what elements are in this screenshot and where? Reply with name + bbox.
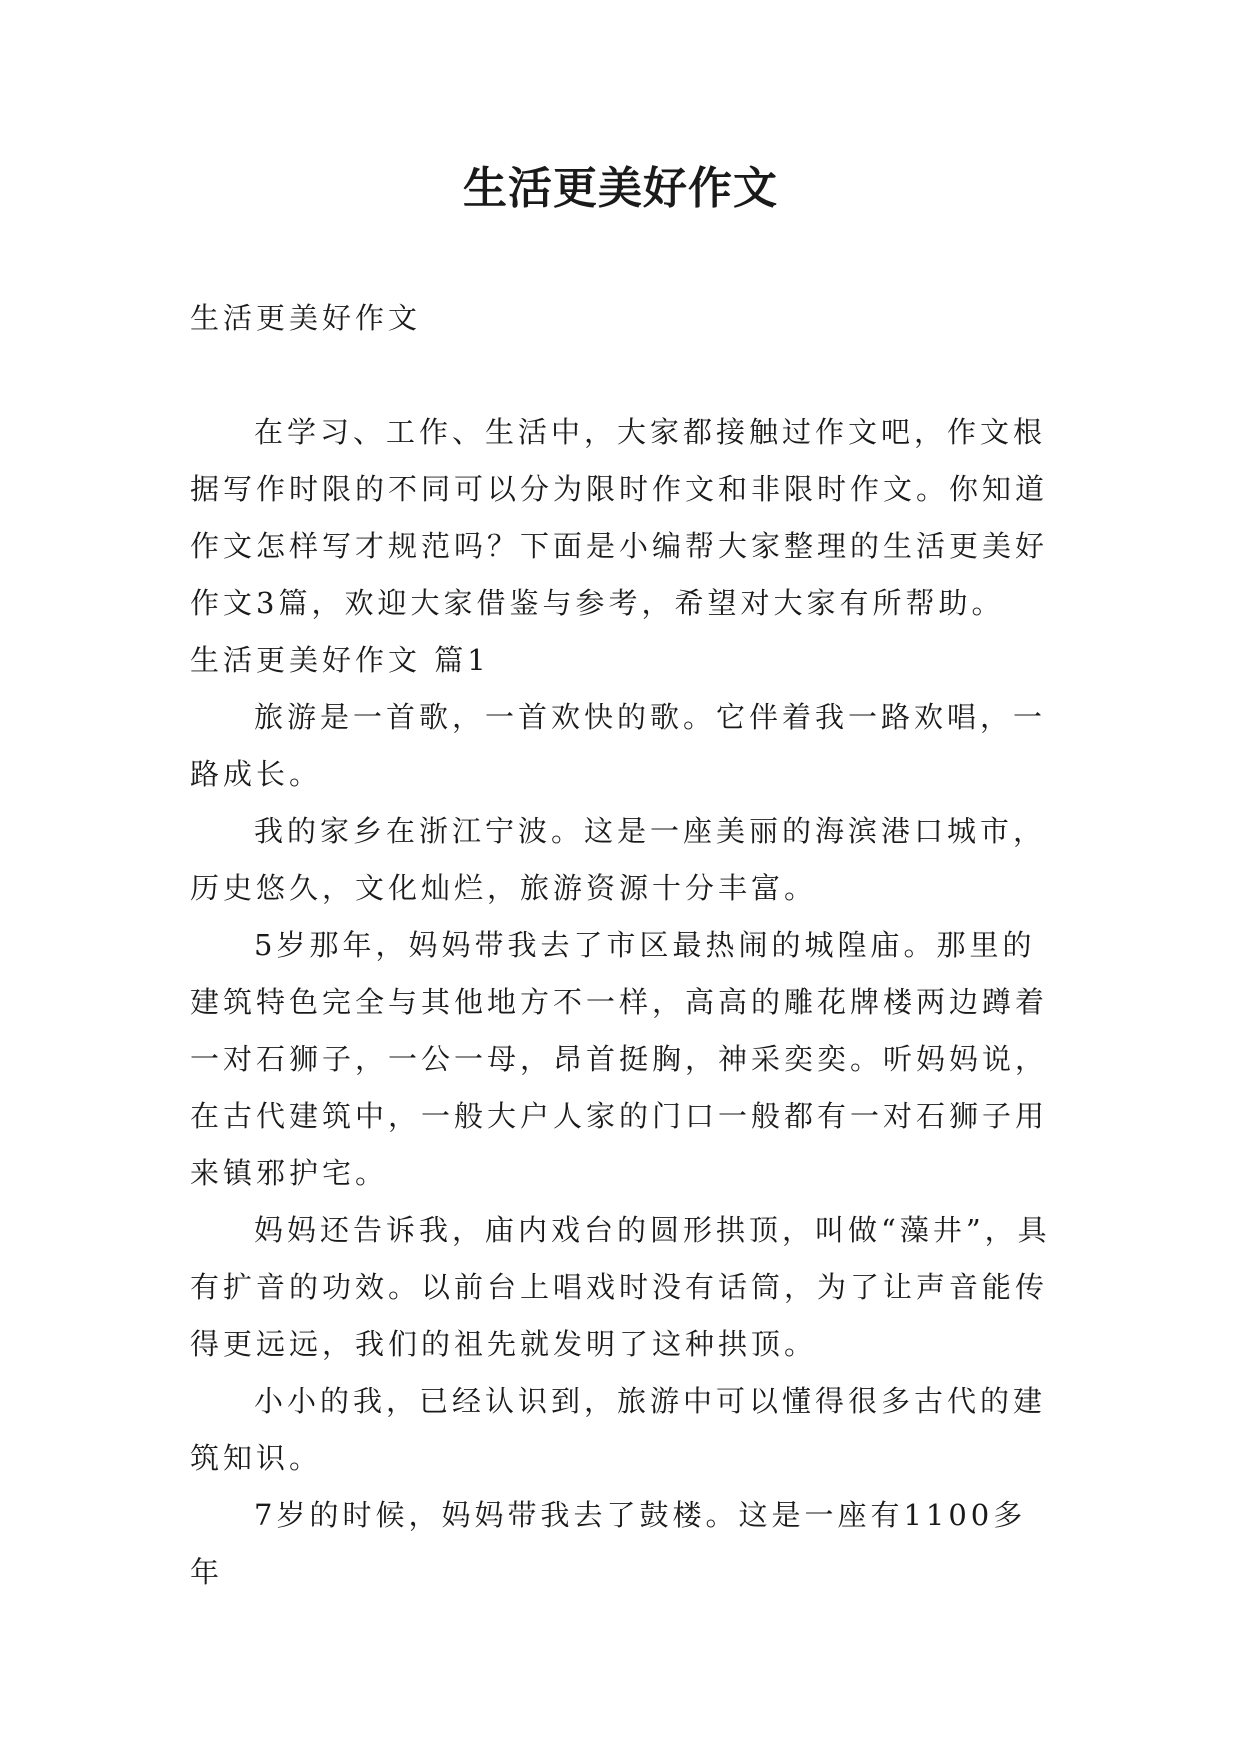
body-paragraph: 我的家乡在浙江宁波。这是一座美丽的海滨港口城市，历史悠久，文化灿烂，旅游资源十分丰富。 xyxy=(190,814,1047,905)
body-paragraph: 妈妈还告诉我，庙内戏台的圆形拱顶，叫做“藻井”，具有扩音的功效。以前台上唱戏时没有话筒，为了让声音能传得更远远，我们的祖先就发明了这种拱顶。 xyxy=(190,1213,1051,1361)
body-paragraph: 7岁的时候，妈妈带我去了鼓楼。这是一座有1100多年 xyxy=(190,1498,1027,1589)
body-paragraph: 小小的我，已经认识到，旅游中可以懂得很多古代的建筑知识。 xyxy=(190,1384,1047,1475)
document-body xyxy=(190,290,1056,1601)
intro-paragraph: 在学习、工作、生活中，大家都接触过作文吧，作文根据写作时限的不同可以分为限时作文和非限时作文。你知道作文怎样写才规范吗？下面是小编帮大家整理的生活更美好作文3篇，欢迎大家借鉴与参考，希望对大家有所帮助。 xyxy=(190,415,1049,620)
body-paragraph: 旅游是一首歌，一首欢快的歌。它伴着我一路欢唱，一路成长。 xyxy=(190,700,1047,791)
page-title: 生活更美好作文 xyxy=(463,163,778,214)
body-paragraph: 5岁那年，妈妈带我去了市区最热闹的城隍庙。那里的建筑特色完全与其他地方不一样，高高的雕花牌楼两边蹲着一对石狮子，一公一母，昂首挺胸，神采奕奕。听妈妈说，在古代建筑中，一般大户人家的门口一般都有一对石狮子用来镇邪护宅。 xyxy=(190,928,1049,1190)
document-subtitle: 生活更美好作文 xyxy=(190,301,422,335)
section-heading: 生活更美好作文 篇1 xyxy=(190,643,490,677)
